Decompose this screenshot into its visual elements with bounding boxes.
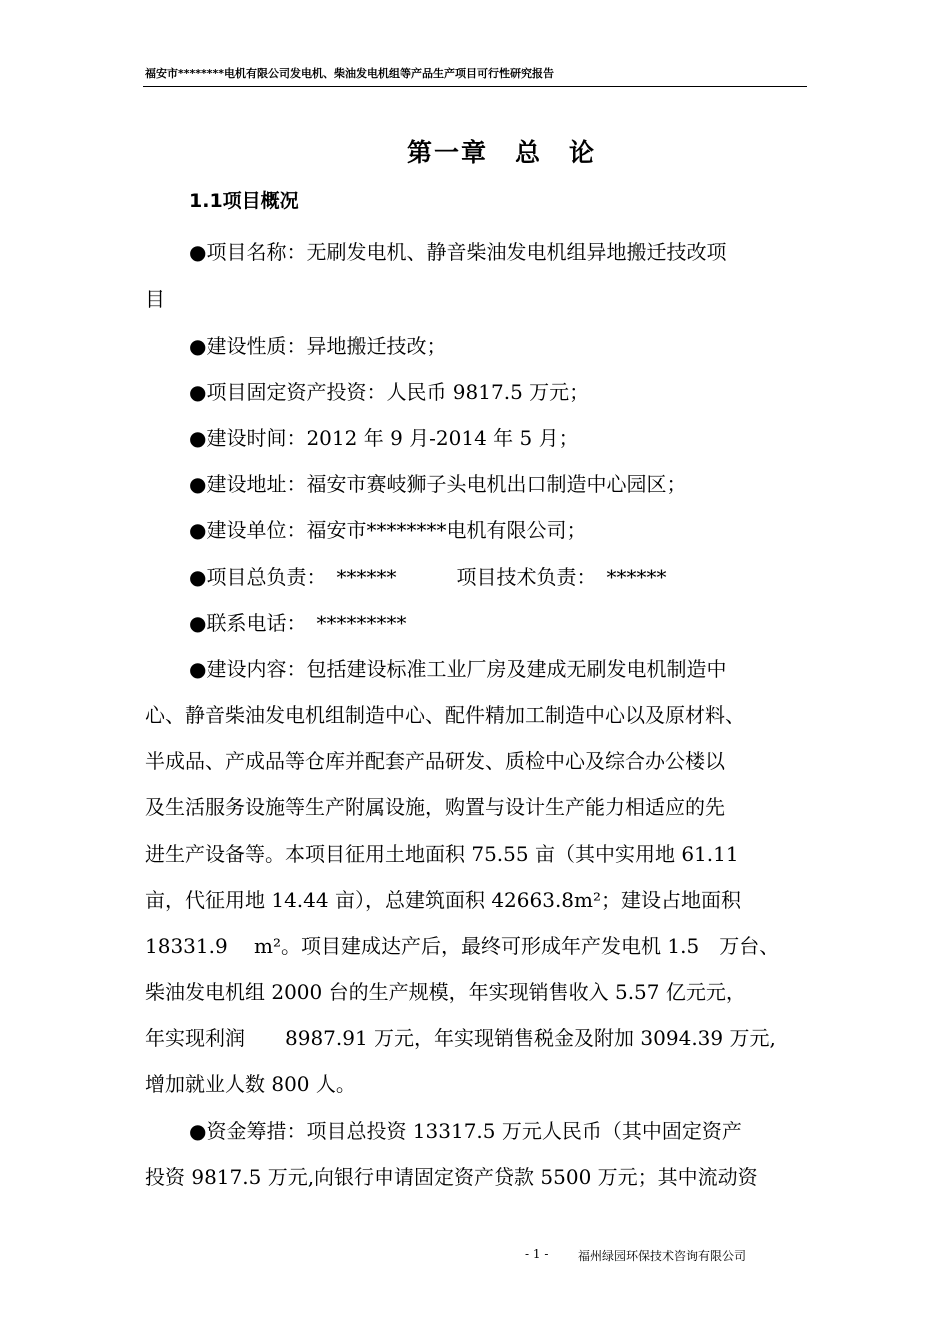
report-header: 福安市********电机有限公司发电机、柴油发电机组等产品生产项目可行性研究报告 [145, 67, 555, 80]
header-rule [143, 86, 807, 87]
body-line: ●联系电话： ********* [189, 611, 407, 635]
page-number: - 1 - [525, 1247, 549, 1261]
body-line: ●项目总负责： ****** 项目技术负责： ****** [189, 565, 667, 589]
body-line: 心、静音柴油发电机组制造中心、配件精加工制造中心以及原材料、 [145, 703, 745, 727]
body-line: ●资金筹措：项目总投资 13317.5 万元人民币（其中固定资产 [189, 1119, 742, 1143]
body-line: ●建设性质：异地搬迁技改； [189, 334, 447, 358]
body-line: 亩，代征用地 14.44 亩），总建筑面积 42663.8m²；建设占地面积 [145, 888, 742, 912]
body-line: 柴油发电机组 2000 台的生产规模，年实现销售收入 5.57 亿元元， [145, 980, 746, 1004]
body-line: 增加就业人数 800 人。 [145, 1072, 356, 1096]
body-line: 18331.9 m²。项目建成达产后，最终可形成年产发电机 1.5 万台、 [145, 934, 780, 958]
chapter-title: 第一章 总 论 [406, 138, 596, 167]
body-line: 目 [145, 287, 165, 311]
body-line: ●建设内容：包括建设标准工业厂房及建成无刷发电机制造中 [189, 657, 727, 681]
body-line: ●项目名称：无刷发电机、静音柴油发电机组异地搬迁技改项 [189, 240, 727, 264]
body-line: 年实现利润 8987.91 万元，年实现销售税金及附加 3094.39 万元, [145, 1026, 776, 1050]
body-line: ●建设地址：福安市赛岐狮子头电机出口制造中心园区； [189, 472, 687, 496]
body-line: 投资 9817.5 万元,向银行申请固定资产贷款 5500 万元；其中流动资 [145, 1165, 758, 1189]
body-line: 及生活服务设施等生产附属设施，购置与设计生产能力相适应的先 [145, 795, 725, 819]
body-line: 半成品、产成品等仓库并配套产品研发、质检中心及综合办公楼以 [145, 749, 725, 773]
footer-organization: 福州绿园环保技术咨询有限公司 [578, 1249, 747, 1263]
body-line: 进生产设备等。本项目征用土地面积 75.55 亩（其中实用地 61.11 [145, 842, 739, 866]
body-line: ●建设时间：2012 年 9 月-2014 年 5 月； [189, 426, 579, 450]
section-title: 1.1项目概况 [189, 190, 299, 212]
body-line: ●建设单位：福安市********电机有限公司； [189, 518, 587, 542]
body-line: ●项目固定资产投资：人民币 9817.5 万元； [189, 380, 590, 404]
